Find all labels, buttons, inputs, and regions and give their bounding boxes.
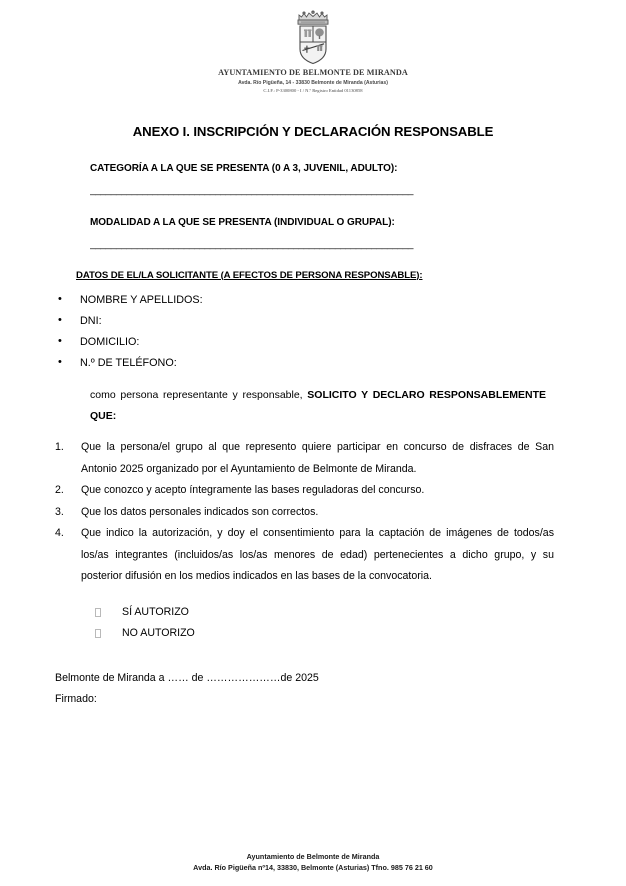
claim-text: Que indico la autorización, y doy el consentimiento para la captación de imágenes de todos/as los/as integrantes (incluidos/as los/as menores de edad) pertenecientes a dicho grupo, y su posterior difusión en los medios indicados en las bases de la convocatoria.: [81, 527, 554, 582]
empty-checkbox-icon[interactable]: [95, 629, 101, 638]
list-item[interactable]: [58, 290, 626, 311]
category-fill-line[interactable]: ______________________________________________________________: [90, 184, 414, 196]
signature-signed-label[interactable]: Firmado:: [55, 692, 97, 705]
modality-field-group: [90, 217, 546, 250]
applicant-field-phone: N.º DE TELÉFONO:: [80, 356, 177, 369]
list-item: [55, 437, 554, 480]
list-item[interactable]: [58, 311, 626, 332]
list-item: [55, 502, 554, 524]
authorization-label-no: NO AUTORIZO: [122, 627, 195, 639]
category-label: CATEGORÍA A LA QUE SE PRESENTA (0 A 3, JUVENIL, ADULTO):: [90, 162, 398, 174]
authorization-label-yes: SÍ AUTORIZO: [122, 606, 189, 618]
letterhead: [0, 0, 626, 93]
declaration-intro: [90, 385, 546, 427]
list-item[interactable]: [58, 353, 626, 374]
declaration-intro-plain: como persona representante y responsable,: [90, 388, 308, 401]
empty-checkbox-icon[interactable]: [95, 608, 101, 617]
municipal-coat-of-arms-icon: [287, 4, 339, 66]
organization-cif: C.I.F.: P-3300800 - I / N.º Registro Entidad 01130858: [263, 87, 363, 93]
page-title: ANEXO I. INSCRIPCIÓN Y DECLARACIÓN RESPONSABLE: [132, 123, 494, 139]
category-field-group: [90, 163, 546, 196]
authorization-options: [95, 602, 626, 644]
modality-label: MODALIDAD A LA QUE SE PRESENTA (INDIVIDUAL O GRUPAL):: [90, 216, 395, 228]
signature-block: [55, 668, 626, 710]
footer-contact: Avda. Río Pigüeña nº14, 33830, Belmonte (Asturias) Tfno. 985 76 21 60: [193, 863, 433, 872]
claim-text: Que la persona/el grupo al que represento quiere participar en concurso de disfraces de San Antonio 2025 organizado por el Ayuntamiento de Belmonte de Miranda.: [81, 441, 554, 475]
signature-place-date[interactable]: Belmonte de Miranda a …… de …………………de 2025: [55, 671, 319, 684]
applicant-field-name: NOMBRE Y APELLIDOS:: [80, 293, 203, 306]
list-item[interactable]: [58, 332, 626, 353]
page-footer: [0, 851, 626, 873]
authorization-option-yes[interactable]: [95, 602, 626, 623]
organization-address: Avda. Río Pigüeña, 14 - 33830 Belmonte de Miranda (Asturias): [238, 79, 388, 86]
list-item: [55, 523, 554, 588]
modality-fill-line[interactable]: ______________________________________________________________: [90, 238, 414, 250]
organization-name: AYUNTAMIENTO DE BELMONTE DE MIRANDA: [218, 68, 408, 77]
claim-text: Que los datos personales indicados son correctos.: [81, 505, 319, 518]
applicant-field-address: DOMICILIO:: [80, 335, 140, 348]
applicant-data-heading: DATOS DE EL/LA SOLICITANTE (A EFECTOS DE PERSONA RESPONSABLE):: [76, 269, 423, 281]
declaration-claims-list: [0, 437, 626, 588]
applicant-field-dni: DNI:: [80, 314, 102, 327]
claim-text: Que conozco y acepto íntegramente las bases reguladoras del concurso.: [81, 484, 425, 496]
applicant-data-list: [0, 290, 626, 374]
authorization-option-no[interactable]: [95, 623, 626, 644]
declaration-intro-emphasis: SOLICITO Y DECLARO RESPONSABLEMENTE QUE:: [90, 388, 546, 422]
list-item: [55, 480, 554, 502]
footer-organization: Ayuntamiento de Belmonte de Miranda: [246, 852, 380, 861]
